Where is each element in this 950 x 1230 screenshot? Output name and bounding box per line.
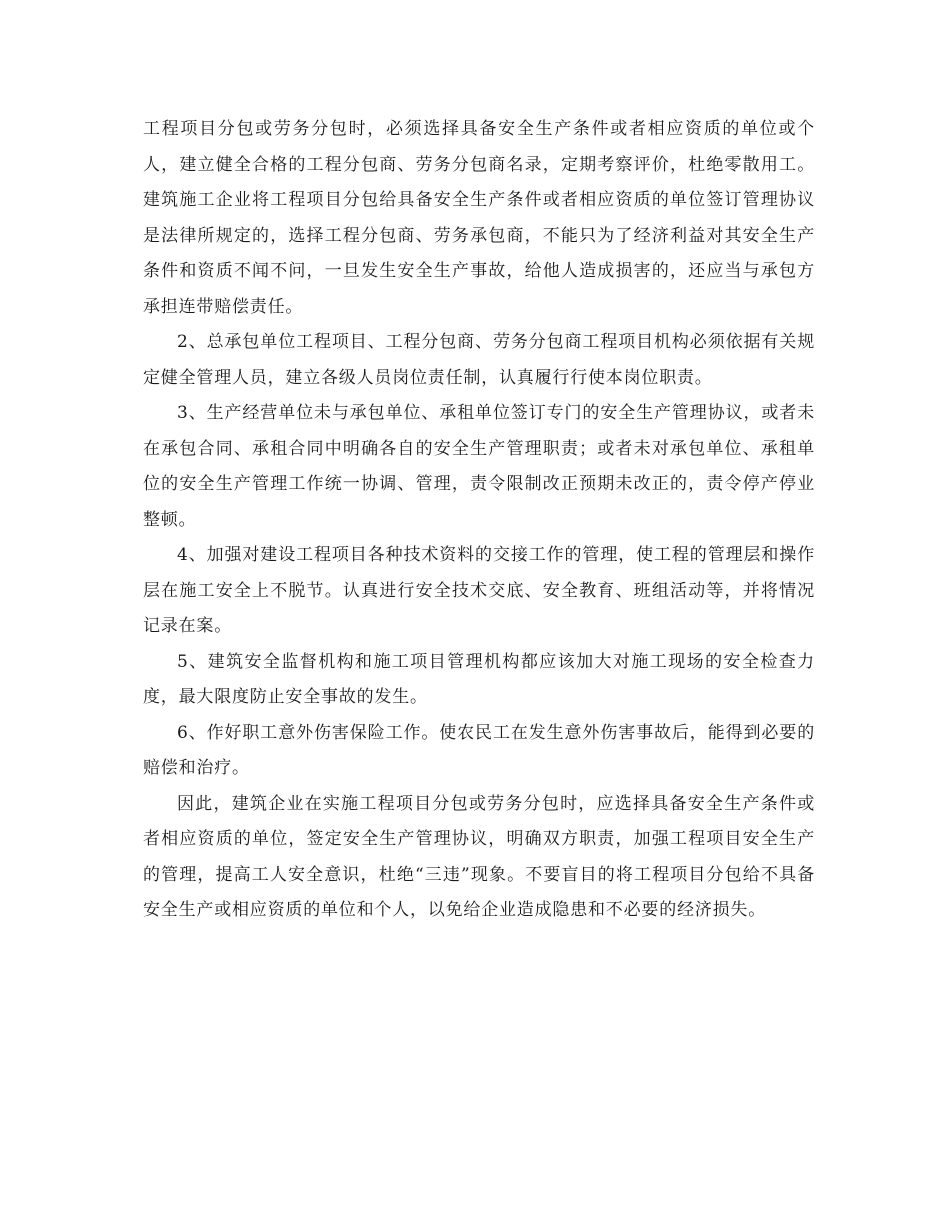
paragraph-item-6: 6、作好职工意外伤害保险工作。使农民工在发生意外伤害事故后，能得到必要的赔偿和治疗。 [143, 722, 815, 778]
paragraph-conclusion: 因此，建筑企业在实施工程项目分包或劳务分包时，应选择具备安全生产条件或者相应资质的单位，签定安全生产管理协议，明确双方职责，加强工程项目安全生产的管理，提高工人安全意识，杜绝“三违”现象。不要盲目的将工程项目分包给不具备安全生产或相应资质的单位和个人，以免给企业造成隐患和不必要的经济损失。 [143, 793, 815, 920]
paragraph-item-2: 2、总承包单位工程项目、工程分包商、劳务分包商工程项目机构必须依据有关规定健全管理人员，建立各级人员岗位责任制，认真履行行使本岗位职责。 [143, 332, 815, 388]
paragraph-item-3: 3、生产经营单位未与承包单位、承租单位签订专门的安全生产管理协议，或者未在承包合同、承租合同中明确各自的安全生产管理职责；或者未对承包单位、承租单位的安全生产管理工作统一协调、管理，责令限制改正预期未改正的，责令停产停业整顿。 [143, 403, 815, 530]
paragraph-item-5: 5、建筑安全监督机构和施工项目管理机构都应该加大对施工现场的安全检查力度，最大限度防止安全事故的发生。 [143, 651, 815, 707]
paragraph-continuation: 工程项目分包或劳务分包时，必须选择具备安全生产条件或者相应资质的单位或个人，建立健全合格的工程分包商、劳务分包商名录，定期考察评价，杜绝零散用工。建筑施工企业将工程项目分包给具备安全生产条件或者相应资质的单位签订管理协议是法律所规定的，选择工程分包商、劳务承包商，不能只为了经济利益对其安全生产条件和资质不闻不问，一旦发生安全生产事故，给他人造成损害的，还应当与承包方承担连带赔偿责任。 [143, 119, 815, 317]
paragraph-item-4: 4、加强对建设工程项目各种技术资料的交接工作的管理，使工程的管理层和操作层在施工安全上不脱节。认真进行安全技术交底、安全教育、班组活动等，并将情况记录在案。 [143, 545, 815, 636]
document-body [143, 112, 815, 929]
